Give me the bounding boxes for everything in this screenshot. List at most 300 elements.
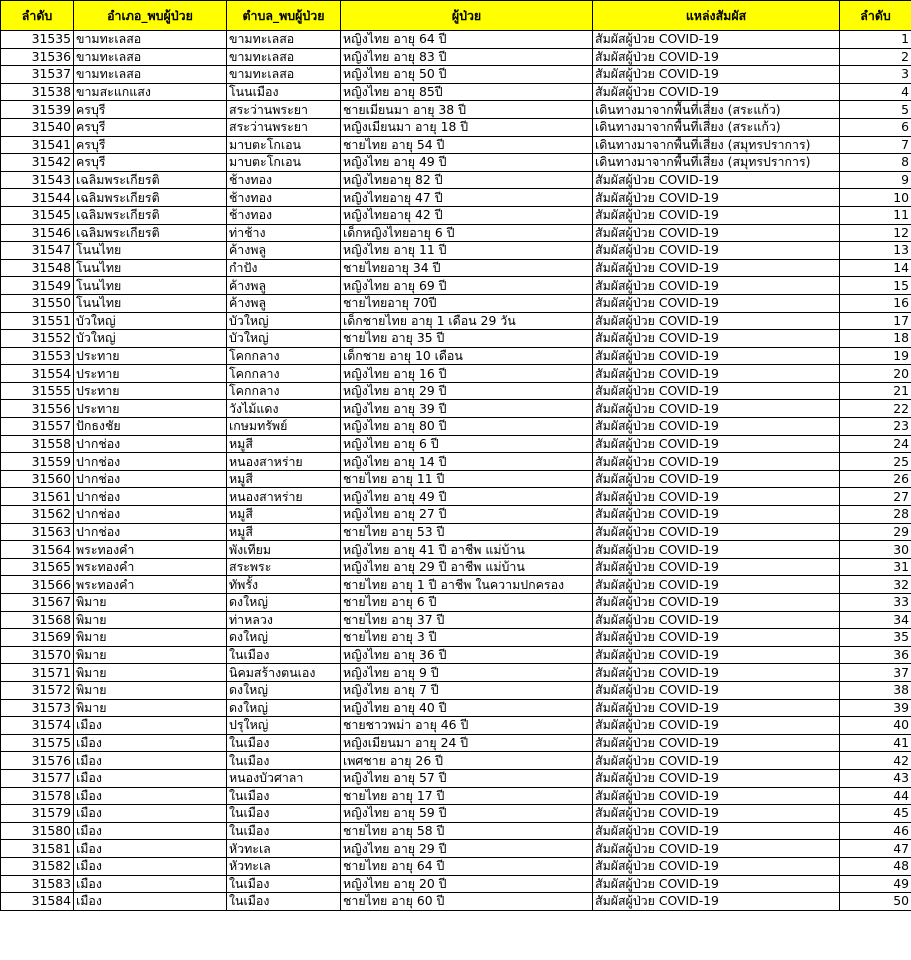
table-row bbox=[1, 48, 911, 66]
cell-case-id: 31558 bbox=[1, 435, 74, 453]
cell-patient: หญิงไทย อายุ 36 ปี bbox=[341, 646, 593, 664]
cell-subdistrict: ดงใหญ่ bbox=[227, 594, 341, 612]
cell-sequence: 17 bbox=[840, 312, 911, 330]
cell-subdistrict: หนองสาหร่าย bbox=[227, 453, 341, 471]
cell-subdistrict: ในเมือง bbox=[227, 646, 341, 664]
cell-subdistrict: ในเมือง bbox=[227, 893, 341, 911]
cell-sequence: 15 bbox=[840, 277, 911, 295]
cell-contact-source: สัมผัสผู้ป่วย COVID-19 bbox=[593, 382, 840, 400]
table-row bbox=[1, 769, 911, 787]
cell-case-id: 31570 bbox=[1, 646, 74, 664]
cell-patient: หญิงไทย อายุ 41 ปี อาชีพ แม่บ้าน bbox=[341, 541, 593, 559]
cell-patient: เด็กชาย อายุ 10 เดือน bbox=[341, 347, 593, 365]
table-row bbox=[1, 611, 911, 629]
cell-sequence: 35 bbox=[840, 629, 911, 647]
table-row bbox=[1, 875, 911, 893]
cell-subdistrict: สระพระ bbox=[227, 558, 341, 576]
cell-case-id: 31544 bbox=[1, 189, 74, 207]
table-row bbox=[1, 31, 911, 49]
cell-subdistrict: โคกกลาง bbox=[227, 365, 341, 383]
cell-patient: เด็กหญิงไทยอายุ 6 ปี bbox=[341, 224, 593, 242]
cell-case-id: 31535 bbox=[1, 31, 74, 49]
header-district: อำเภอ_พบผู้ป่วย bbox=[74, 1, 227, 31]
cell-contact-source: สัมผัสผู้ป่วย COVID-19 bbox=[593, 787, 840, 805]
cell-sequence: 22 bbox=[840, 400, 911, 418]
cell-district: ปากช่อง bbox=[74, 435, 227, 453]
cell-case-id: 31571 bbox=[1, 664, 74, 682]
cell-patient: ชายไทย อายุ 58 ปี bbox=[341, 822, 593, 840]
cell-contact-source: สัมผัสผู้ป่วย COVID-19 bbox=[593, 769, 840, 787]
table-row bbox=[1, 822, 911, 840]
cell-subdistrict: หนองบัวศาลา bbox=[227, 769, 341, 787]
cell-patient: หญิงเมียนมา อายุ 24 ปี bbox=[341, 734, 593, 752]
cell-subdistrict: ช้างทอง bbox=[227, 171, 341, 189]
cell-case-id: 31545 bbox=[1, 206, 74, 224]
cell-subdistrict: ดงใหญ่ bbox=[227, 681, 341, 699]
cell-contact-source: สัมผัสผู้ป่วย COVID-19 bbox=[593, 435, 840, 453]
cell-contact-source: สัมผัสผู้ป่วย COVID-19 bbox=[593, 576, 840, 594]
cell-case-id: 31575 bbox=[1, 734, 74, 752]
cell-district: พิมาย bbox=[74, 681, 227, 699]
cell-sequence: 34 bbox=[840, 611, 911, 629]
cell-sequence: 10 bbox=[840, 189, 911, 207]
cell-district: เมือง bbox=[74, 805, 227, 823]
cell-sequence: 38 bbox=[840, 681, 911, 699]
table-row bbox=[1, 787, 911, 805]
cell-case-id: 31541 bbox=[1, 136, 74, 154]
cell-patient: หญิงไทย อายุ 39 ปี bbox=[341, 400, 593, 418]
cell-patient: หญิงไทย อายุ 7 ปี bbox=[341, 681, 593, 699]
table-row bbox=[1, 382, 911, 400]
table-row bbox=[1, 259, 911, 277]
cell-subdistrict: พังเทียม bbox=[227, 541, 341, 559]
cell-case-id: 31572 bbox=[1, 681, 74, 699]
cell-case-id: 31568 bbox=[1, 611, 74, 629]
cell-district: ปากช่อง bbox=[74, 506, 227, 524]
cell-sequence: 31 bbox=[840, 558, 911, 576]
cell-contact-source: สัมผัสผู้ป่วย COVID-19 bbox=[593, 31, 840, 49]
cell-sequence: 32 bbox=[840, 576, 911, 594]
cell-district: เมือง bbox=[74, 840, 227, 858]
cell-patient: ชายไทย อายุ 3 ปี bbox=[341, 629, 593, 647]
cell-district: เฉลิมพระเกียรติ bbox=[74, 224, 227, 242]
table-row bbox=[1, 893, 911, 911]
cell-subdistrict: ค้างพลู bbox=[227, 294, 341, 312]
header-case-id: ลำดับ bbox=[1, 1, 74, 31]
cell-patient: ชายไทยอายุ 70ปี bbox=[341, 294, 593, 312]
cell-subdistrict: โคกกลาง bbox=[227, 382, 341, 400]
cell-subdistrict: ขามทะเลสอ bbox=[227, 31, 341, 49]
cell-district: ขามทะเลสอ bbox=[74, 48, 227, 66]
cell-subdistrict: ดงใหญ่ bbox=[227, 699, 341, 717]
cell-case-id: 31551 bbox=[1, 312, 74, 330]
cell-contact-source: สัมผัสผู้ป่วย COVID-19 bbox=[593, 189, 840, 207]
cell-patient: หญิงไทย อายุ 49 ปี bbox=[341, 154, 593, 172]
cell-sequence: 39 bbox=[840, 699, 911, 717]
table-row bbox=[1, 576, 911, 594]
cell-case-id: 31564 bbox=[1, 541, 74, 559]
cell-district: บัวใหญ่ bbox=[74, 330, 227, 348]
cell-sequence: 13 bbox=[840, 242, 911, 260]
table-row bbox=[1, 840, 911, 858]
cell-subdistrict: หมูสี bbox=[227, 506, 341, 524]
cell-contact-source: สัมผัสผู้ป่วย COVID-19 bbox=[593, 840, 840, 858]
cell-district: เมือง bbox=[74, 893, 227, 911]
cell-district: ปากช่อง bbox=[74, 488, 227, 506]
cell-patient: หญิงไทย อายุ 27 ปี bbox=[341, 506, 593, 524]
cell-contact-source: สัมผัสผู้ป่วย COVID-19 bbox=[593, 418, 840, 436]
table-row bbox=[1, 470, 911, 488]
cell-patient: ชายชาวพม่า อายุ 46 ปี bbox=[341, 717, 593, 735]
cell-sequence: 46 bbox=[840, 822, 911, 840]
cell-case-id: 31559 bbox=[1, 453, 74, 471]
cell-case-id: 31580 bbox=[1, 822, 74, 840]
cell-subdistrict: ค้างพลู bbox=[227, 277, 341, 295]
table-row bbox=[1, 629, 911, 647]
cell-sequence: 44 bbox=[840, 787, 911, 805]
table-row bbox=[1, 646, 911, 664]
cell-patient: ชายไทย อายุ 6 ปี bbox=[341, 594, 593, 612]
cell-sequence: 1 bbox=[840, 31, 911, 49]
cell-case-id: 31565 bbox=[1, 558, 74, 576]
cell-subdistrict: โคกกลาง bbox=[227, 347, 341, 365]
cell-contact-source: สัมผัสผู้ป่วย COVID-19 bbox=[593, 48, 840, 66]
cell-contact-source: สัมผัสผู้ป่วย COVID-19 bbox=[593, 611, 840, 629]
table-row bbox=[1, 330, 911, 348]
cell-contact-source: สัมผัสผู้ป่วย COVID-19 bbox=[593, 470, 840, 488]
cell-district: โนนไทย bbox=[74, 259, 227, 277]
header-contact-source: แหล่งสัมผัส bbox=[593, 1, 840, 31]
cell-contact-source: สัมผัสผู้ป่วย COVID-19 bbox=[593, 717, 840, 735]
cell-sequence: 42 bbox=[840, 752, 911, 770]
table-row bbox=[1, 400, 911, 418]
table-row bbox=[1, 805, 911, 823]
cell-contact-source: เดินทางมาจากพื้นที่เสี่ยง (สระแก้ว) bbox=[593, 118, 840, 136]
cell-contact-source: สัมผัสผู้ป่วย COVID-19 bbox=[593, 365, 840, 383]
cell-patient: หญิงไทย อายุ 69 ปี bbox=[341, 277, 593, 295]
cell-case-id: 31555 bbox=[1, 382, 74, 400]
cell-patient: เด็กชายไทย อายุ 1 เดือน 29 วัน bbox=[341, 312, 593, 330]
cell-patient: หญิงไทย อายุ 85ปี bbox=[341, 83, 593, 101]
cell-subdistrict: หมูสี bbox=[227, 523, 341, 541]
cell-district: ประทาย bbox=[74, 347, 227, 365]
table-row bbox=[1, 312, 911, 330]
cell-patient: ชายไทย อายุ 35 ปี bbox=[341, 330, 593, 348]
cell-sequence: 26 bbox=[840, 470, 911, 488]
cell-subdistrict: ทัพรั้ง bbox=[227, 576, 341, 594]
header-sequence: ลำดับ bbox=[840, 1, 911, 31]
cell-district: โนนไทย bbox=[74, 242, 227, 260]
cell-contact-source: สัมผัสผู้ป่วย COVID-19 bbox=[593, 523, 840, 541]
cell-contact-source: สัมผัสผู้ป่วย COVID-19 bbox=[593, 664, 840, 682]
cell-sequence: 18 bbox=[840, 330, 911, 348]
cell-subdistrict: ขามทะเลสอ bbox=[227, 48, 341, 66]
cell-case-id: 31547 bbox=[1, 242, 74, 260]
cell-sequence: 36 bbox=[840, 646, 911, 664]
cell-case-id: 31574 bbox=[1, 717, 74, 735]
cell-sequence: 27 bbox=[840, 488, 911, 506]
cell-contact-source: สัมผัสผู้ป่วย COVID-19 bbox=[593, 294, 840, 312]
table-row bbox=[1, 136, 911, 154]
cell-contact-source: สัมผัสผู้ป่วย COVID-19 bbox=[593, 242, 840, 260]
cell-district: พิมาย bbox=[74, 664, 227, 682]
cell-contact-source: สัมผัสผู้ป่วย COVID-19 bbox=[593, 875, 840, 893]
cell-sequence: 48 bbox=[840, 857, 911, 875]
cell-district: พระทองคำ bbox=[74, 541, 227, 559]
cell-case-id: 31584 bbox=[1, 893, 74, 911]
cell-case-id: 31548 bbox=[1, 259, 74, 277]
cell-sequence: 4 bbox=[840, 83, 911, 101]
cell-subdistrict: หัวทะเล bbox=[227, 840, 341, 858]
cell-district: ครบุรี bbox=[74, 136, 227, 154]
cell-case-id: 31573 bbox=[1, 699, 74, 717]
cell-district: เมือง bbox=[74, 822, 227, 840]
cell-subdistrict: หมูสี bbox=[227, 435, 341, 453]
cell-case-id: 31546 bbox=[1, 224, 74, 242]
cell-case-id: 31536 bbox=[1, 48, 74, 66]
cell-district: ปากช่อง bbox=[74, 470, 227, 488]
cell-patient: หญิงไทย อายุ 14 ปี bbox=[341, 453, 593, 471]
table-row bbox=[1, 734, 911, 752]
cell-sequence: 41 bbox=[840, 734, 911, 752]
cell-subdistrict: ในเมือง bbox=[227, 787, 341, 805]
cell-patient: ชายไทยอายุ 34 ปี bbox=[341, 259, 593, 277]
cell-subdistrict: หนองสาหร่าย bbox=[227, 488, 341, 506]
table-row bbox=[1, 418, 911, 436]
table-row bbox=[1, 83, 911, 101]
cell-subdistrict: ขามทะเลสอ bbox=[227, 66, 341, 84]
cell-case-id: 31562 bbox=[1, 506, 74, 524]
cell-contact-source: สัมผัสผู้ป่วย COVID-19 bbox=[593, 681, 840, 699]
cell-district: พิมาย bbox=[74, 611, 227, 629]
cell-subdistrict: บัวใหญ่ bbox=[227, 312, 341, 330]
cell-district: พิมาย bbox=[74, 646, 227, 664]
cell-subdistrict: ในเมือง bbox=[227, 822, 341, 840]
cell-subdistrict: ในเมือง bbox=[227, 875, 341, 893]
cell-patient: หญิงไทย อายุ 50 ปี bbox=[341, 66, 593, 84]
cell-sequence: 19 bbox=[840, 347, 911, 365]
cell-case-id: 31542 bbox=[1, 154, 74, 172]
cell-sequence: 7 bbox=[840, 136, 911, 154]
cell-district: โนนไทย bbox=[74, 294, 227, 312]
table-body bbox=[1, 31, 911, 911]
cell-contact-source: เดินทางมาจากพื้นที่เสี่ยง (สมุทรปราการ) bbox=[593, 154, 840, 172]
cell-case-id: 31578 bbox=[1, 787, 74, 805]
cell-contact-source: สัมผัสผู้ป่วย COVID-19 bbox=[593, 277, 840, 295]
cell-district: เมือง bbox=[74, 787, 227, 805]
cell-subdistrict: ในเมือง bbox=[227, 734, 341, 752]
cell-subdistrict: ช้างทอง bbox=[227, 189, 341, 207]
cell-district: เมือง bbox=[74, 734, 227, 752]
cell-patient: หญิงไทยอายุ 82 ปี bbox=[341, 171, 593, 189]
cell-contact-source: สัมผัสผู้ป่วย COVID-19 bbox=[593, 699, 840, 717]
cell-district: พระทองคำ bbox=[74, 576, 227, 594]
cell-contact-source: สัมผัสผู้ป่วย COVID-19 bbox=[593, 400, 840, 418]
table-row bbox=[1, 699, 911, 717]
table-row bbox=[1, 453, 911, 471]
cell-sequence: 21 bbox=[840, 382, 911, 400]
cell-case-id: 31543 bbox=[1, 171, 74, 189]
cell-subdistrict: มาบตะโกเอน bbox=[227, 136, 341, 154]
table-row bbox=[1, 365, 911, 383]
cell-case-id: 31567 bbox=[1, 594, 74, 612]
table-row bbox=[1, 752, 911, 770]
cell-patient: ชายไทย อายุ 1 ปี อาชีพ ในความปกครอง bbox=[341, 576, 593, 594]
cell-contact-source: เดินทางมาจากพื้นที่เสี่ยง (สมุทรปราการ) bbox=[593, 136, 840, 154]
cell-case-id: 31554 bbox=[1, 365, 74, 383]
cell-district: พิมาย bbox=[74, 629, 227, 647]
cell-sequence: 2 bbox=[840, 48, 911, 66]
cell-patient: ชายไทย อายุ 37 ปี bbox=[341, 611, 593, 629]
cell-case-id: 31553 bbox=[1, 347, 74, 365]
cell-sequence: 11 bbox=[840, 206, 911, 224]
cell-sequence: 16 bbox=[840, 294, 911, 312]
cell-patient: ชายไทย อายุ 17 ปี bbox=[341, 787, 593, 805]
cell-district: ประทาย bbox=[74, 365, 227, 383]
cell-contact-source: สัมผัสผู้ป่วย COVID-19 bbox=[593, 594, 840, 612]
cell-contact-source: สัมผัสผู้ป่วย COVID-19 bbox=[593, 330, 840, 348]
table-row bbox=[1, 681, 911, 699]
cell-patient: หญิงไทย อายุ 16 ปี bbox=[341, 365, 593, 383]
header-subdistrict: ตำบล_พบผู้ป่วย bbox=[227, 1, 341, 31]
cell-patient: ชายไทย อายุ 54 ปี bbox=[341, 136, 593, 154]
cell-district: ครบุรี bbox=[74, 118, 227, 136]
cell-contact-source: สัมผัสผู้ป่วย COVID-19 bbox=[593, 822, 840, 840]
cell-district: บัวใหญ่ bbox=[74, 312, 227, 330]
cell-case-id: 31552 bbox=[1, 330, 74, 348]
cell-contact-source: สัมผัสผู้ป่วย COVID-19 bbox=[593, 893, 840, 911]
table-row bbox=[1, 171, 911, 189]
cell-contact-source: สัมผัสผู้ป่วย COVID-19 bbox=[593, 558, 840, 576]
table-row bbox=[1, 101, 911, 119]
cell-contact-source: สัมผัสผู้ป่วย COVID-19 bbox=[593, 857, 840, 875]
cell-sequence: 47 bbox=[840, 840, 911, 858]
cell-sequence: 12 bbox=[840, 224, 911, 242]
cell-district: ปากช่อง bbox=[74, 523, 227, 541]
cell-subdistrict: ท่าช้าง bbox=[227, 224, 341, 242]
cell-contact-source: สัมผัสผู้ป่วย COVID-19 bbox=[593, 805, 840, 823]
cell-patient: หญิงไทย อายุ 80 ปี bbox=[341, 418, 593, 436]
table-row bbox=[1, 506, 911, 524]
table-row bbox=[1, 717, 911, 735]
cell-case-id: 31538 bbox=[1, 83, 74, 101]
cell-subdistrict: มาบตะโกเอน bbox=[227, 154, 341, 172]
cell-patient: หญิงไทย อายุ 29 ปี bbox=[341, 382, 593, 400]
cell-district: เฉลิมพระเกียรติ bbox=[74, 206, 227, 224]
cell-district: ขามทะเลสอ bbox=[74, 31, 227, 49]
cell-district: ขามทะเลสอ bbox=[74, 66, 227, 84]
cell-district: เฉลิมพระเกียรติ bbox=[74, 189, 227, 207]
cell-patient: หญิงไทย อายุ 6 ปี bbox=[341, 435, 593, 453]
cell-subdistrict: หมูสี bbox=[227, 470, 341, 488]
cell-subdistrict: ปรุใหญ่ bbox=[227, 717, 341, 735]
table-row bbox=[1, 224, 911, 242]
table-row bbox=[1, 347, 911, 365]
cell-subdistrict: กำปัง bbox=[227, 259, 341, 277]
cell-district: โนนไทย bbox=[74, 277, 227, 295]
cell-contact-source: สัมผัสผู้ป่วย COVID-19 bbox=[593, 506, 840, 524]
cell-patient: หญิงไทย อายุ 59 ปี bbox=[341, 805, 593, 823]
cell-sequence: 33 bbox=[840, 594, 911, 612]
table-header bbox=[1, 1, 911, 31]
cell-patient: หญิงเมียนมา อายุ 18 ปี bbox=[341, 118, 593, 136]
cell-sequence: 8 bbox=[840, 154, 911, 172]
cell-contact-source: สัมผัสผู้ป่วย COVID-19 bbox=[593, 541, 840, 559]
cell-district: เมือง bbox=[74, 857, 227, 875]
cell-patient: ชายไทย อายุ 11 ปี bbox=[341, 470, 593, 488]
cell-sequence: 23 bbox=[840, 418, 911, 436]
table-row bbox=[1, 857, 911, 875]
cell-sequence: 25 bbox=[840, 453, 911, 471]
cell-patient: หญิงไทย อายุ 49 ปี bbox=[341, 488, 593, 506]
cell-case-id: 31577 bbox=[1, 769, 74, 787]
cell-district: เมือง bbox=[74, 717, 227, 735]
cell-district: เฉลิมพระเกียรติ bbox=[74, 171, 227, 189]
cell-contact-source: สัมผัสผู้ป่วย COVID-19 bbox=[593, 66, 840, 84]
cell-sequence: 43 bbox=[840, 769, 911, 787]
cell-case-id: 31537 bbox=[1, 66, 74, 84]
table-row bbox=[1, 154, 911, 172]
cell-contact-source: เดินทางมาจากพื้นที่เสี่ยง (สระแก้ว) bbox=[593, 101, 840, 119]
cell-case-id: 31563 bbox=[1, 523, 74, 541]
cell-sequence: 30 bbox=[840, 541, 911, 559]
cell-subdistrict: วังไม้แดง bbox=[227, 400, 341, 418]
cell-sequence: 20 bbox=[840, 365, 911, 383]
cell-sequence: 3 bbox=[840, 66, 911, 84]
cell-district: ประทาย bbox=[74, 382, 227, 400]
cell-case-id: 31569 bbox=[1, 629, 74, 647]
cell-case-id: 31579 bbox=[1, 805, 74, 823]
cell-district: พระทองคำ bbox=[74, 558, 227, 576]
cell-sequence: 49 bbox=[840, 875, 911, 893]
cell-district: เมือง bbox=[74, 875, 227, 893]
cell-patient: เพศชาย อายุ 26 ปี bbox=[341, 752, 593, 770]
cell-district: ประทาย bbox=[74, 400, 227, 418]
cell-contact-source: สัมผัสผู้ป่วย COVID-19 bbox=[593, 734, 840, 752]
cell-patient: หญิงไทย อายุ 29 ปี อาชีพ แม่บ้าน bbox=[341, 558, 593, 576]
cell-district: ปักธงชัย bbox=[74, 418, 227, 436]
cell-sequence: 5 bbox=[840, 101, 911, 119]
cell-case-id: 31583 bbox=[1, 875, 74, 893]
cell-contact-source: สัมผัสผู้ป่วย COVID-19 bbox=[593, 752, 840, 770]
cell-subdistrict: สระว่านพระยา bbox=[227, 118, 341, 136]
table-row bbox=[1, 435, 911, 453]
cell-subdistrict: สระว่านพระยา bbox=[227, 101, 341, 119]
cell-district: พิมาย bbox=[74, 699, 227, 717]
cell-contact-source: สัมผัสผู้ป่วย COVID-19 bbox=[593, 224, 840, 242]
cell-district: ปากช่อง bbox=[74, 453, 227, 471]
cell-patient: หญิงไทย อายุ 83 ปี bbox=[341, 48, 593, 66]
cell-subdistrict: ช้างทอง bbox=[227, 206, 341, 224]
cell-district: เมือง bbox=[74, 752, 227, 770]
cell-case-id: 31561 bbox=[1, 488, 74, 506]
cell-contact-source: สัมผัสผู้ป่วย COVID-19 bbox=[593, 347, 840, 365]
cell-case-id: 31540 bbox=[1, 118, 74, 136]
cell-district: เมือง bbox=[74, 769, 227, 787]
cell-patient: ชายไทย อายุ 60 ปี bbox=[341, 893, 593, 911]
cell-subdistrict: บัวใหญ่ bbox=[227, 330, 341, 348]
cell-sequence: 9 bbox=[840, 171, 911, 189]
cell-patient: ชายไทย อายุ 64 ปี bbox=[341, 857, 593, 875]
table-row bbox=[1, 294, 911, 312]
cell-patient: หญิงไทย อายุ 57 ปี bbox=[341, 769, 593, 787]
cell-case-id: 31560 bbox=[1, 470, 74, 488]
cell-patient: หญิงไทย อายุ 11 ปี bbox=[341, 242, 593, 260]
header-patient: ผู้ป่วย bbox=[341, 1, 593, 31]
cell-sequence: 24 bbox=[840, 435, 911, 453]
table-row bbox=[1, 558, 911, 576]
table-row bbox=[1, 242, 911, 260]
